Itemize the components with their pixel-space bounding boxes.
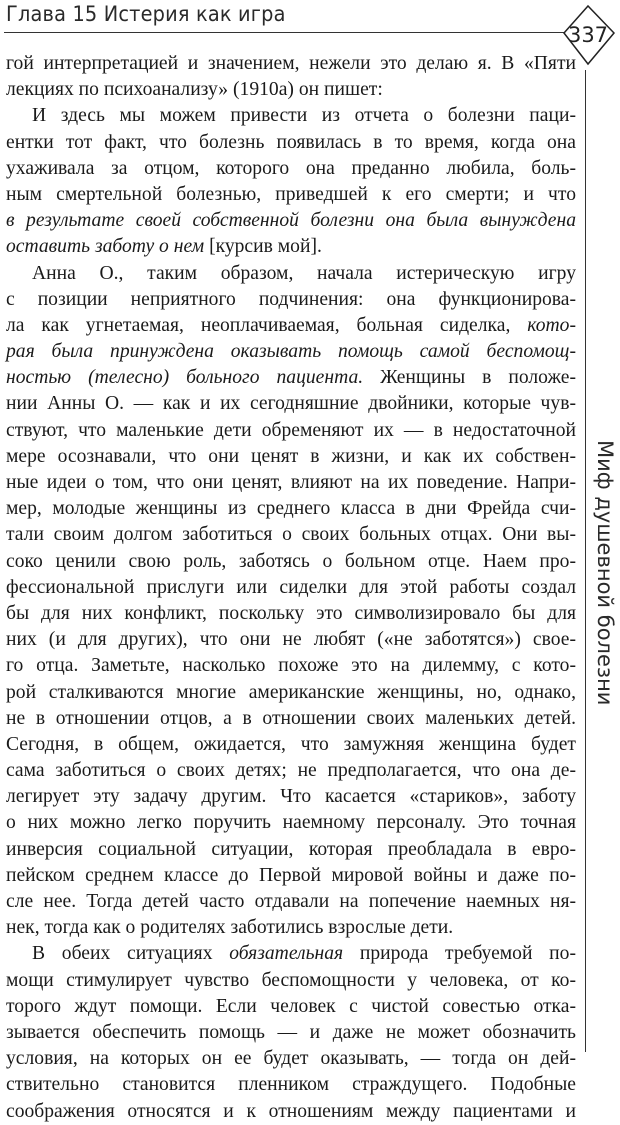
text-line (6, 784, 576, 810)
text-segment: го отца. Заметьте, насколько похоже это на дилемму, с кото- (6, 655, 576, 677)
text-line (6, 339, 576, 365)
italic-text: рая была принуждена оказывать помощь самой беспомощ- (6, 341, 576, 363)
text-segment: нии Анны О. — как и их сегодняшние двойники, которые чув- (6, 393, 576, 415)
text-segment: В обеих ситуациях (32, 943, 230, 965)
text-line (6, 103, 576, 129)
text-segment: природа требуемой по- (343, 943, 576, 965)
text-line (6, 994, 576, 1020)
text-line (6, 653, 576, 679)
paragraph (6, 261, 576, 942)
text-segment: фессиональной прислуги или сиделки для этой работы создал (6, 576, 576, 598)
text-segment: соображения относятся и к отношениям между пациентами и (6, 1100, 576, 1122)
text-line (6, 968, 576, 994)
text-line (6, 915, 576, 941)
text-line (6, 1099, 576, 1125)
text-line (6, 575, 576, 601)
text-line (6, 601, 576, 627)
text-segment: о них можно легко поручить наемному персоналу. Это точная (6, 812, 576, 834)
text-segment: ствуют, что маленькие дети обременяют их — в недостаточной (6, 419, 576, 441)
text-line (6, 156, 576, 182)
text-segment: с позиции неприятного подчинения: она функционирова- (6, 288, 576, 310)
text-segment: нек, тогда как о родителях заботились взрослые дети. (6, 917, 454, 939)
text-segment: ным смертельной болезнью, приведшей к его смерти; и что (6, 183, 576, 205)
text-segment: [курсив мой]. (204, 236, 322, 258)
text-line (6, 941, 576, 967)
italic-text: кото- (527, 314, 576, 336)
text-line (6, 549, 576, 575)
margin-rule (585, 70, 586, 1052)
text-segment: легирует эту задачу другим. Что касается «стариков», заботу (6, 786, 576, 808)
text-line (6, 51, 576, 77)
paragraph (6, 51, 576, 103)
text-line (6, 1020, 576, 1046)
book-title: Миф душевной болезни (593, 440, 617, 706)
text-segment: ухаживала за отцом, которого она преданно любила, боль- (6, 157, 576, 179)
running-header (4, 2, 564, 36)
header-rule (4, 32, 564, 33)
text-segment: зывается обеспечить помощь — и даже не может обозначить (6, 1021, 576, 1043)
text-line (6, 130, 576, 156)
paragraph (6, 941, 576, 1124)
text-segment: тали своим долгом заботиться о своих больных отцах. Они вы- (6, 524, 576, 546)
text-line (6, 391, 576, 417)
text-line (6, 365, 576, 391)
text-line (6, 313, 576, 339)
text-line (6, 889, 576, 915)
text-segment: мощи стимулирует чувство беспомощности у человека, от ко- (6, 969, 576, 991)
text-segment: соко ценили свою роль, заботясь о больном отце. Наем про- (6, 550, 576, 572)
text-segment: мере осознавали, что они ценят в жизни, и как их собствен- (6, 445, 576, 467)
italic-text: обязательная (229, 943, 344, 965)
text-segment: рой сталкиваются многие американские женщины, но, однако, (6, 681, 576, 703)
text-line (6, 863, 576, 889)
text-line (6, 1072, 576, 1098)
text-segment: не в отношении отцов, а в отношении своих маленьких детей. (6, 707, 576, 729)
italic-text: оставить заботу о нем (6, 236, 205, 258)
italic-text: ностью (телесно) больного пациента. (6, 367, 364, 389)
page-number: 337 (567, 23, 609, 47)
italic-text: в результате своей собственной болезни она была вынуждена (6, 210, 576, 232)
text-segment: бы для них конфликт, поскольку это символизировало бы для (6, 602, 576, 624)
text-segment: И здесь мы можем привести из отчета о болезни паци- (32, 105, 576, 127)
text-line (6, 496, 576, 522)
text-line (6, 208, 576, 234)
text-segment: Анна О., таким образом, начала истерическую игру (32, 262, 576, 284)
text-segment: торого ждут помощи. Если человек с чистой совестью отка- (6, 995, 576, 1017)
text-segment: ные идеи о том, что они ценят, влияют на их поведение. Напри- (6, 472, 576, 493)
text-line (6, 234, 576, 260)
text-segment: ентки тот факт, что болезнь появилась в то время, когда она (6, 131, 576, 153)
text-line (6, 444, 576, 470)
text-line (6, 261, 576, 287)
text-line (6, 522, 576, 548)
chapter-title: Глава 15 Истерия как игра (6, 2, 286, 26)
text-segment: ла как угнетаемая, неоплачиваемая, больная сиделка, (6, 314, 528, 336)
text-segment: пейском среднем классе до Первой мировой войны и даже по- (6, 864, 576, 886)
text-line (6, 680, 576, 706)
text-segment: Женщины в положе- (363, 367, 576, 389)
text-segment: сле нее. Тогда детей часто отдавали на попечение наемных ня- (6, 891, 576, 912)
text-line (6, 758, 576, 784)
text-segment: Сегодня, в общем, ожидается, что замужняя женщина будет (6, 733, 576, 755)
text-line (6, 182, 576, 208)
text-line (6, 470, 576, 496)
text-segment: ствительно становится пленником страждущего. Подобные (6, 1074, 576, 1096)
text-line (6, 627, 576, 653)
text-line (6, 837, 576, 863)
text-line (6, 706, 576, 732)
text-segment: сама заботиться о своих детях; не предполагается, что она де- (6, 760, 576, 782)
text-segment: лекциях по психоанализу» (1910a) он пишет: (6, 79, 383, 101)
text-line (6, 418, 576, 444)
page-body-text (6, 51, 576, 1125)
side-book-title (591, 440, 619, 800)
text-segment: условия, на которых он ее будет оказывать, — тогда он дей- (6, 1048, 576, 1070)
text-segment: инверсия социальной ситуации, которая преобладала в евро- (6, 838, 576, 860)
paragraph (6, 103, 576, 260)
text-segment: них (и для других), что они не любят («не заботятся») свое- (6, 629, 576, 651)
text-line (6, 77, 576, 103)
text-line (6, 732, 576, 758)
text-line (6, 810, 576, 836)
text-line (6, 287, 576, 313)
text-line (6, 1046, 576, 1072)
text-segment: гой интерпретацией и значением, нежели это делаю я. В «Пяти (6, 53, 576, 74)
text-segment: мер, молодые женщины из среднего класса в дни Фрейда счи- (6, 498, 576, 520)
